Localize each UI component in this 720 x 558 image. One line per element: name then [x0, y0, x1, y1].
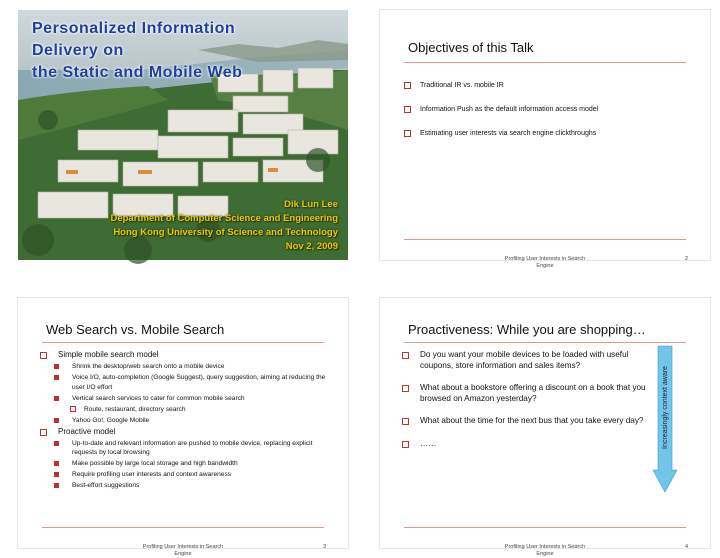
list-item: Voice I/O, auto-completion (Google Suggest), query suggestion, aiming at reducing the user I/O effort — [40, 373, 336, 392]
list-item: Traditional IR vs. mobile IR — [404, 82, 598, 106]
list-item: What about the time for the next bus that you take every day? — [402, 416, 652, 427]
list-item: What about a bookstore offering a discount on a book that you browsed on Amazon yesterday? — [402, 383, 652, 404]
list-item: Estimating user interests via search engine clickthroughs — [404, 130, 598, 154]
footer-divider — [42, 527, 324, 528]
page-number: 2 — [684, 256, 688, 262]
date: Nov 2, 2009 — [285, 241, 338, 252]
footer-divider — [404, 527, 686, 528]
square-bullet-icon — [402, 352, 409, 359]
square-bullet-icon — [404, 130, 411, 137]
square-bullet-icon — [402, 418, 409, 425]
arrow-label: Increasingly context aware — [661, 365, 669, 449]
list-item: Require profiling user interests and context awareness — [40, 470, 336, 480]
filled-square-bullet-icon — [54, 375, 59, 380]
footer-text: Profiling User Interests in Search Engine — [142, 544, 224, 557]
title-divider — [404, 62, 686, 63]
slide-3 — [18, 298, 348, 557]
list-item: Vertical search services to cater for common mobile search — [40, 394, 336, 404]
filled-square-bullet-icon — [54, 483, 59, 488]
bullet-list — [40, 350, 336, 492]
list-item: Information Push as the default information access model — [404, 106, 598, 130]
filled-square-bullet-icon — [54, 461, 59, 466]
footer-text: Profiling User Interests in Search Engine — [504, 256, 586, 269]
filled-square-bullet-icon — [54, 364, 59, 369]
footer-text: Profiling User Interests in Search Engine — [504, 544, 586, 557]
list-item: Proactive model — [40, 427, 336, 437]
square-bullet-icon — [404, 106, 411, 113]
square-bullet-icon — [402, 385, 409, 392]
page-number: 4 — [684, 544, 688, 550]
filled-square-bullet-icon — [54, 472, 59, 477]
square-bullet-icon — [40, 352, 47, 359]
footer-divider — [404, 239, 686, 240]
square-bullet-icon — [404, 82, 411, 89]
square-bullet-icon — [40, 429, 47, 436]
list-item: …… — [402, 439, 652, 450]
list-item: Best-effort suggestions — [40, 481, 336, 491]
bullet-list — [404, 82, 598, 154]
filled-square-bullet-icon — [54, 441, 59, 446]
list-item: Shrink the desktop/web search onto a mobile device — [40, 362, 336, 372]
title-line-1: Personalized Information — [32, 20, 236, 37]
slide-title: Objectives of this Talk — [408, 40, 534, 55]
filled-square-bullet-icon — [54, 396, 59, 401]
list-item: Do you want your mobile devices to be loaded with useful coupons, store information and sales items? — [402, 350, 652, 371]
square-bullet-icon — [402, 441, 409, 448]
author-name: Dik Lun Lee — [284, 199, 338, 210]
list-item: Up-to-date and relevant information are pushed to mobile device, replacing explicit requests by local browsing — [40, 439, 336, 458]
title-line-2: Delivery on — [32, 42, 124, 59]
list-item: Simple mobile search model — [40, 350, 336, 360]
list-item: Route, restaurant, directory search — [40, 405, 336, 415]
university: Hong Kong University of Science and Technology — [113, 227, 338, 238]
slide-2 — [380, 10, 710, 269]
slide-title: Proactiveness: While you are shopping… — [408, 322, 646, 337]
slide-title: Web Search vs. Mobile Search — [46, 322, 225, 337]
square-bullet-icon — [70, 406, 76, 412]
title-line-3: the Static and Mobile Web — [32, 64, 243, 81]
presentation-title — [32, 18, 242, 84]
filled-square-bullet-icon — [54, 418, 59, 423]
list-item: Make possible by large local storage and high bandwidth — [40, 459, 336, 469]
title-divider — [404, 342, 686, 343]
bullet-list — [402, 350, 652, 461]
presenter-info — [110, 198, 338, 254]
department: Department of Computer Science and Engineering — [110, 213, 338, 224]
list-item: Yahoo Go!, Google Mobile — [40, 416, 336, 426]
page-number: 3 — [322, 544, 326, 550]
slide-1 — [18, 10, 348, 260]
title-divider — [42, 342, 324, 343]
slide-4 — [380, 298, 710, 557]
